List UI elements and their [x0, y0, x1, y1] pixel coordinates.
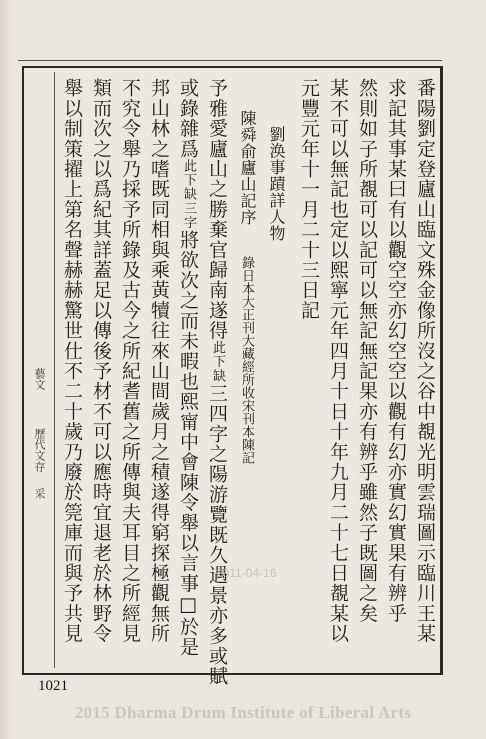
column-13: 舉以制策擢上第名聲赫赫驚世仕不二十歲乃廢於筦庫而與予共見 [61, 78, 83, 644]
column-3: 然則如子所覩可以記可以無記無記果亦有辨乎雖然子既圖之矣 [356, 78, 378, 624]
column-9-text-2: 將欲次之而未暇也熙甯中會陳令舉以言事 [177, 229, 199, 594]
column-5: 元豐元年十一月二十三日記 [298, 78, 320, 321]
margin-label-subsection: 歷代文存 [33, 428, 46, 472]
column-4: 某不可以無記也定以熙寧元年四月十日十年九月二十七日覩某以 [327, 78, 349, 644]
column-7-source-note: 錄日本大正刊大藏經所收宋刊本陳記 [239, 256, 254, 464]
page-shadow [0, 0, 10, 739]
column-2: 求記其事某曰有以觀空空亦幻空空以觀有幻亦實幻實果有辨乎 [385, 78, 407, 624]
page-number: 1021 [38, 678, 68, 694]
column-9-text-3: 於是 [177, 616, 199, 658]
column-8 [206, 78, 228, 686]
margin-divider [54, 72, 55, 668]
column-12: 類而次之以爲紀其詳蓋足以傳後予材不可以應時宜退老於林野令 [90, 78, 112, 644]
column-9-text: 或錄雜爲 [177, 78, 199, 159]
column-7-heading: 陳舜俞廬山記序 [238, 110, 257, 226]
column-8-text: 予雅愛廬山之勝棄官歸南遂得 [206, 78, 228, 341]
footer-watermark: 2015 Dharma Drum Institute of Liberal Arts [74, 703, 412, 722]
column-8-lacuna-note: 此下缺 [210, 340, 225, 384]
column-6-heading: 劉涣事蹟詳人物 [267, 126, 286, 242]
column-9 [177, 78, 199, 657]
margin-label-section: 藝文 [33, 368, 46, 390]
column-8-text-2: 三四字之陽游覽既久遇景亦多或賦 [206, 383, 228, 687]
column-9-box-char: □ [177, 593, 199, 617]
column-11: 不究令舉乃採予所錄及古今之所紀耆舊之所傳與夫耳目之所經見 [119, 78, 141, 644]
date-stamp: 2011-04-16 [216, 566, 277, 580]
column-9-lacuna-note: 此下缺三字 [181, 158, 196, 230]
column-1: 番陽劉定登廬山臨文殊金像所沒之谷中覩光明雲瑞圖示臨川王某 [414, 78, 436, 644]
top-rule [18, 60, 442, 61]
margin-label-extra: 采 [33, 488, 46, 499]
column-10: 邦山林之嗜既同相與乘黃犢往來山間歲月之積遂得窮探極觀無所 [148, 78, 170, 644]
